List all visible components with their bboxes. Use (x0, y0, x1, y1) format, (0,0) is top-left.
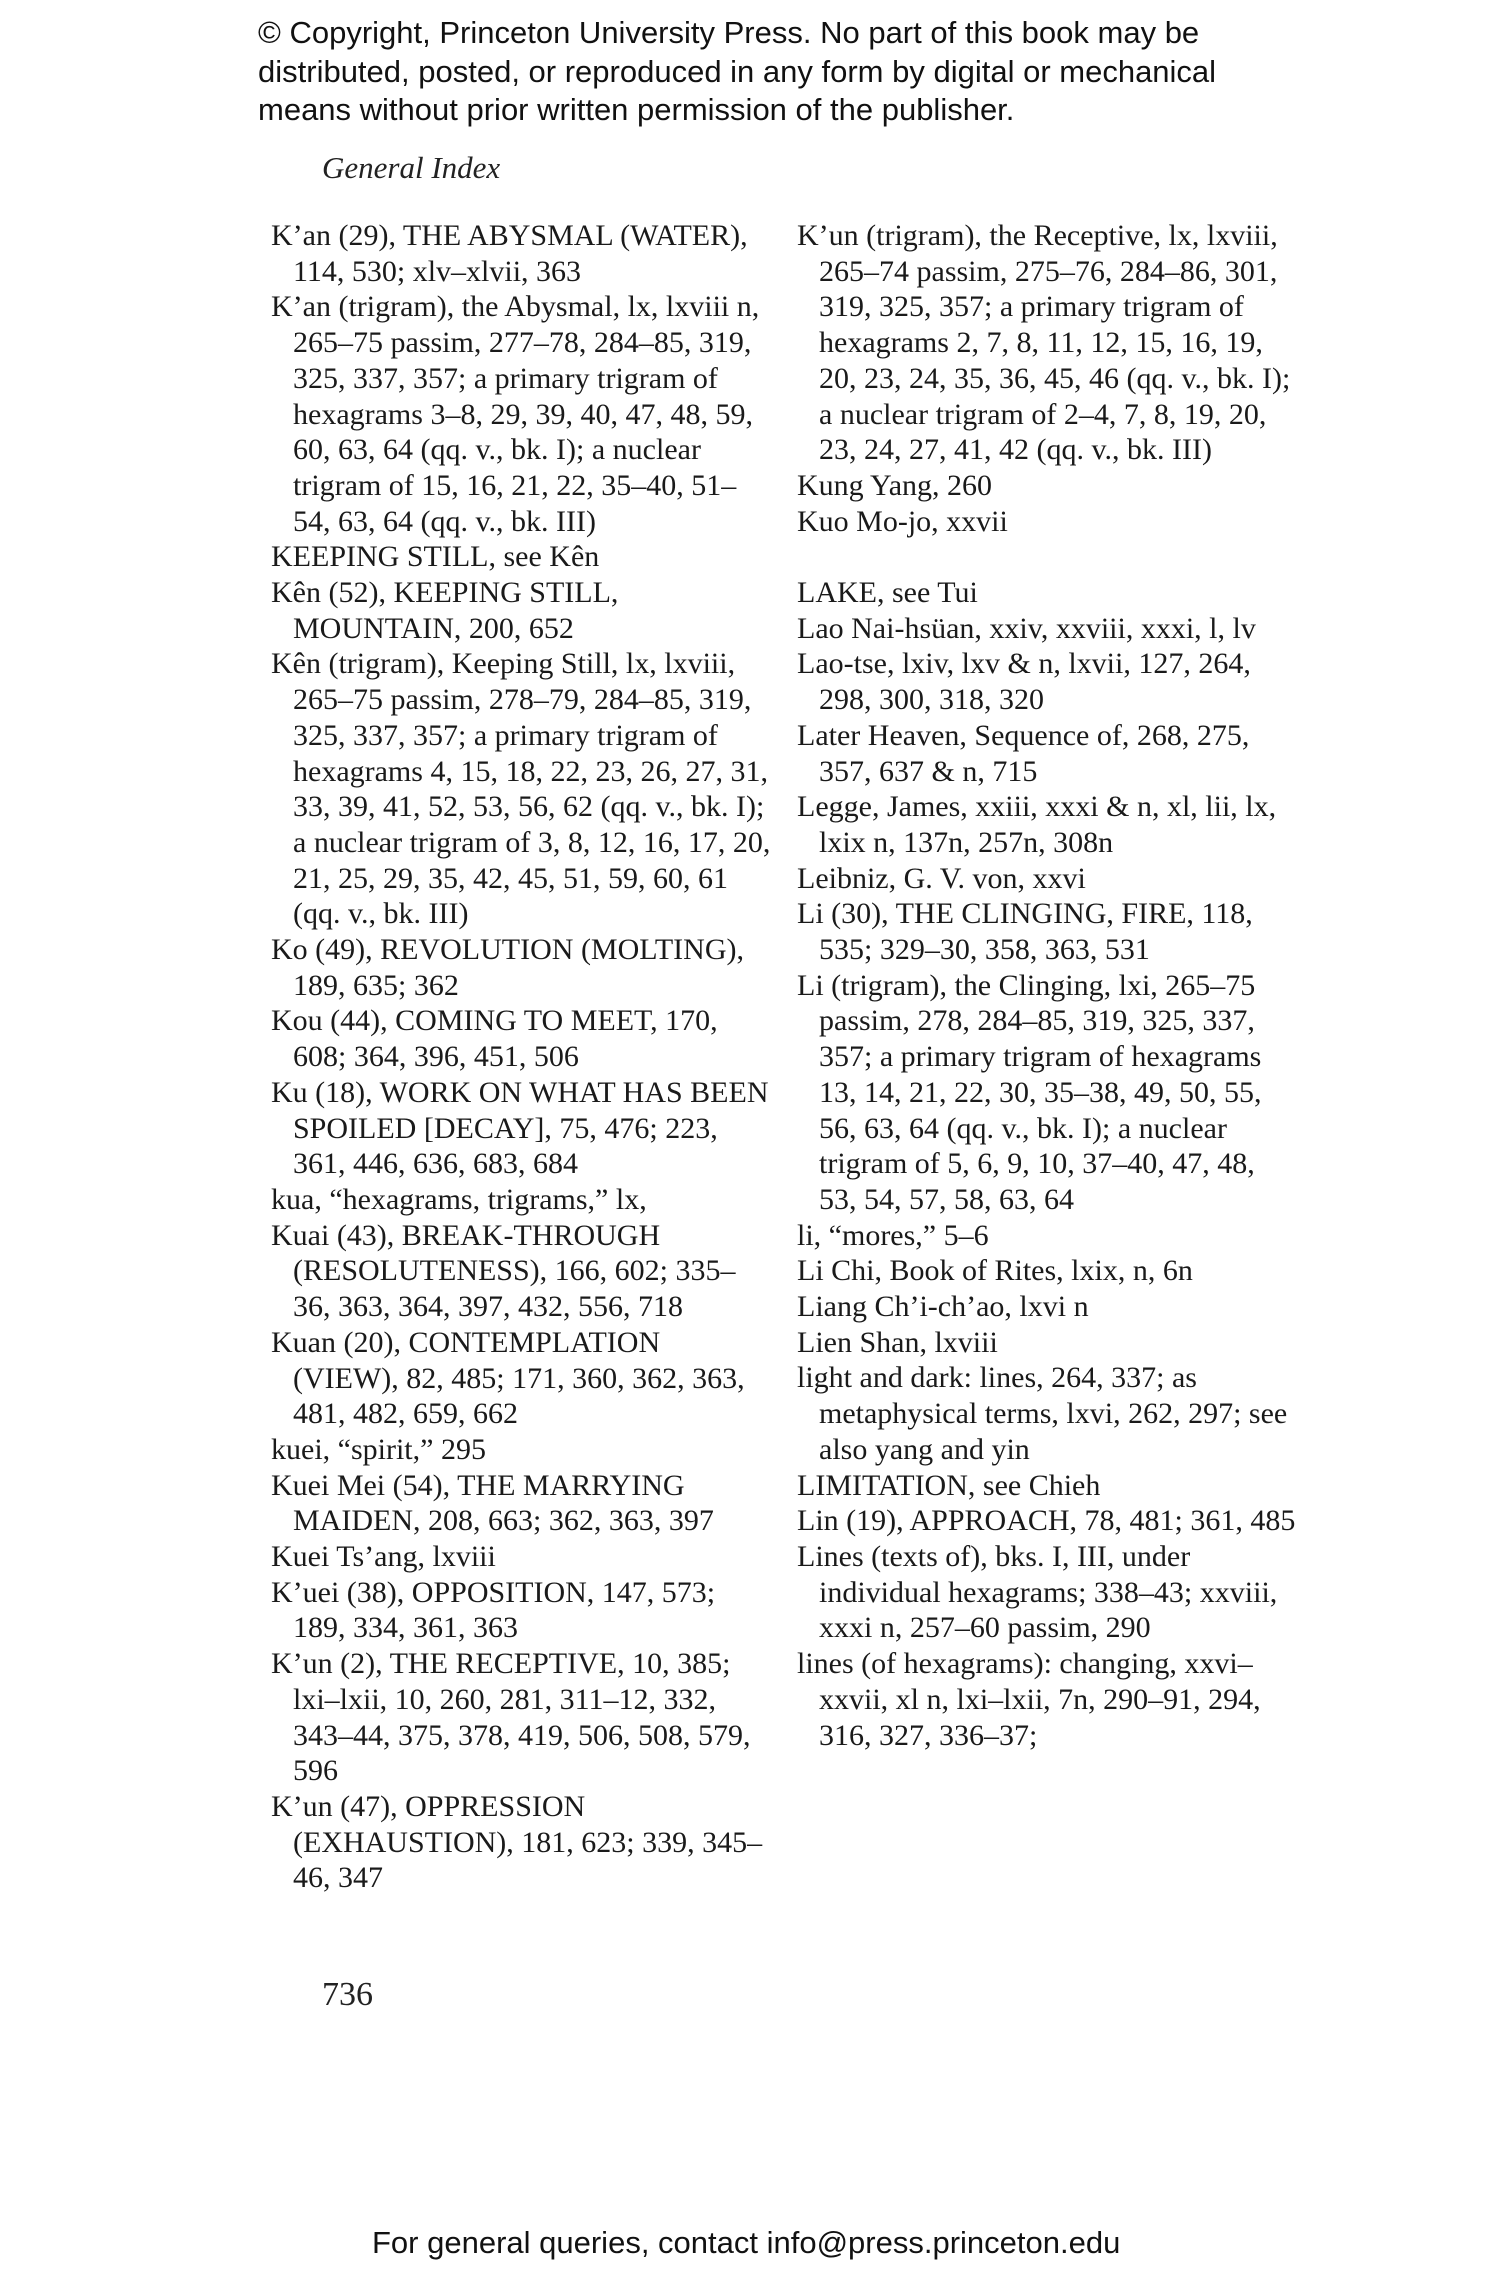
index-entry: Lien Shan, lxviii (797, 1325, 998, 1359)
copyright-line: distributed, posted, or reproduced in any form by digital or mechanical (258, 53, 1217, 89)
copyright-line: © Copyright, Princeton University Press. No part of this book may be (258, 15, 1200, 50)
index-entry: Kên (trigram), Keeping Still, lx, lxviii, 265–75 passim, 278–79, 284–85, 319, 325, 337, 357; a primary trigram of hexagrams 4, 15, 18, 22, 23, 26, 27, 31, 33, 39, 41, 52, 53, 56, 62 (qq. v., bk. I); a nuclear trigram of 3, 8, 12, 16, 17, 20, 21, 25, 29, 35, 42, 45, 51, 59, 60, 61 (qq. v., bk. III) (271, 647, 771, 931)
index-entry: Liang Ch’i-ch’ao, lxvi n (797, 1290, 1089, 1324)
index-section-gap (797, 539, 1297, 575)
index-entry: Ku (18), WORK ON WHAT HAS BEEN SPOILED [DECAY], 75, 476; 223, 361, 446, 636, 683, 684 (271, 1075, 769, 1181)
index-entry: Kuo Mo-jo, xxvii (797, 504, 1008, 538)
index-entry: K’un (2), THE RECEPTIVE, 10, 385; lxi–lxii, 10, 260, 281, 311–12, 332, 343–44, 375, 378, 419, 506, 508, 579, 596 (271, 1647, 751, 1788)
index-entry: Kou (44), COMING TO MEET, 170, 608; 364, 396, 451, 506 (271, 1004, 718, 1074)
index-entry: K’an (trigram), the Abysmal, lx, lxviii n, 265–75 passim, 277–78, 284–85, 319, 325, 337, 357; a primary trigram of hexagrams 3–8, 29, 39, 40, 47, 48, 59, 60, 63, 64 (qq. v., bk. I); a nuclear trigram of 15, 16, 21, 22, 35–40, 51–54, 63, 64 (qq. v., bk. III) (271, 290, 760, 538)
index-entry: Kuan (20), CONTEMPLATION (VIEW), 82, 485; 171, 360, 362, 363, 481, 482, 659, 662 (271, 1325, 745, 1431)
index-entry: Kuei Ts’ang, lxviii (271, 1540, 496, 1574)
index-entry: K’un (47), OPPRESSION (EXHAUSTION), 181, 623; 339, 345–46, 347 (271, 1789, 763, 1895)
index-entry: Li (30), THE CLINGING, FIRE, 118, 535; 329–30, 358, 363, 531 (797, 897, 1253, 967)
index-entry: K’un (trigram), the Receptive, lx, lxviii, 265–74 passim, 275–76, 284–86, 301, 319, 325, 357; a primary trigram of hexagrams 2, 7, 8, 11, 12, 15, 16, 19, 20, 23, 24, 35, 36, 45, 46 (qq. v., bk. I); a nuclear trigram of 2–4, 7, 8, 19, 20, 23, 24, 27, 41, 42 (qq. v., bk. III) (797, 219, 1291, 467)
index-entry: Lao Nai-hsüan, xxiv, xxviii, xxxi, l, lv (797, 611, 1256, 645)
footer-contact: For general queries, contact info@press.princeton.edu (372, 2225, 1121, 2260)
index-entry: li, “mores,” 5–6 (797, 1218, 989, 1252)
index-entry: kua, “hexagrams, trigrams,” lx, (271, 1182, 647, 1216)
index-entry: LAKE, see Tui (797, 576, 978, 610)
index-entry: Kuei Mei (54), THE MARRYING MAIDEN, 208, 663; 362, 363, 397 (271, 1468, 714, 1538)
index-entry: lines (of hexagrams): changing, xxvi–xxvii, xl n, lxi–lxii, 7n, 290–91, 294, 316, 327, 336–37; (797, 1647, 1261, 1752)
index-entry: LIMITATION, see Chieh (797, 1468, 1101, 1502)
index-entry: K’uei (38), OPPOSITION, 147, 573; 189, 334, 361, 363 (271, 1575, 716, 1645)
index-entry: light and dark: lines, 264, 337; as metaphysical terms, lxvi, 262, 297; see also yang and yin (797, 1361, 1288, 1466)
index-column-right (797, 218, 1297, 1753)
index-entry: Kên (52), KEEPING STILL, MOUNTAIN, 200, 652 (271, 576, 619, 645)
index-entry: Lin (19), APPROACH, 78, 481; 361, 485 (797, 1504, 1296, 1538)
index-entry: Li Chi, Book of Rites, lxix, n, 6n (797, 1254, 1193, 1288)
index-entry: KEEPING STILL, see Kên (271, 540, 600, 574)
copyright-line: means without prior written permission of the publisher. (258, 92, 1015, 127)
copyright-notice (258, 14, 1358, 130)
index-entry: Lines (texts of), bks. I, III, under individual hexagrams; 338–43; xxviii, xxxi n, 257–60 passim, 290 (797, 1540, 1278, 1645)
index-entry: K’an (29), THE ABYSMAL (WATER), 114, 530; xlv–xlvii, 363 (271, 219, 748, 288)
index-entry: Kung Yang, 260 (797, 468, 993, 502)
index-entry: Lao-tse, lxiv, lxv & n, lxvii, 127, 264, 298, 300, 318, 320 (797, 647, 1251, 717)
index-entry: Li (trigram), the Clinging, lxi, 265–75 passim, 278, 284–85, 319, 325, 337, 357; a primary trigram of hexagrams 13, 14, 21, 22, 30, 35–38, 49, 50, 55, 56, 63, 64 (qq. v., bk. I); a nuclear trigram of 5, 6, 9, 10, 37–40, 47, 48, 53, 54, 57, 58, 63, 64 (797, 968, 1262, 1216)
index-entry: Ko (49), REVOLUTION (MOLTING), 189, 635; 362 (271, 933, 744, 1002)
index-entry: Leibniz, G. V. von, xxvi (797, 861, 1086, 895)
index-entry: kuei, “spirit,” 295 (271, 1432, 486, 1466)
index-column-left (271, 218, 771, 1896)
index-entry: Kuai (43), BREAK-THROUGH (RESOLUTENESS), 166, 602; 335–36, 363, 364, 397, 432, 556, 718 (271, 1218, 736, 1324)
index-entry: Legge, James, xxiii, xxxi & n, xl, lii, lx, lxix n, 137n, 257n, 308n (797, 790, 1277, 859)
page-number: 736 (322, 1976, 373, 2013)
running-header: General Index (322, 150, 501, 185)
index-entry: Later Heaven, Sequence of, 268, 275, 357, 637 & n, 715 (797, 718, 1250, 788)
